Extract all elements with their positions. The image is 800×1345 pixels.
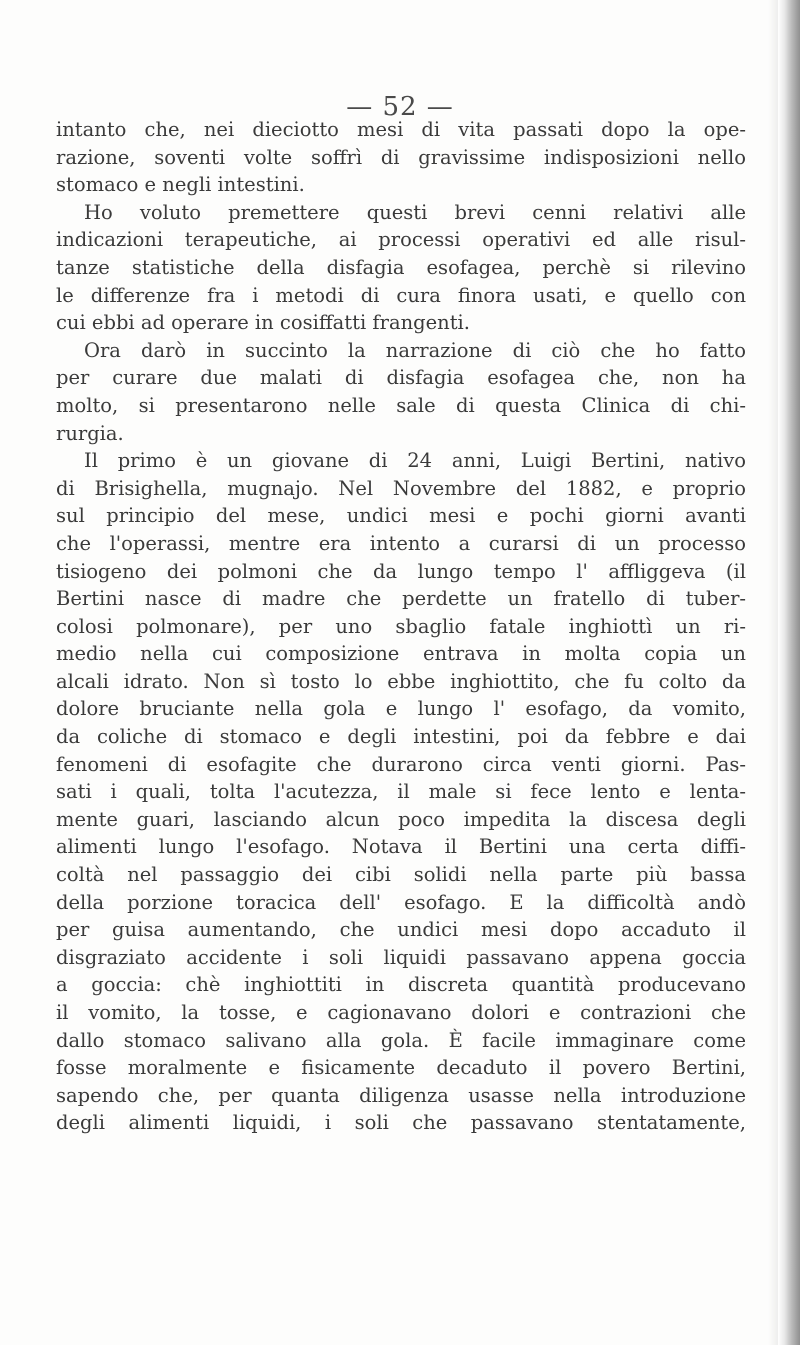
text-line: stomaco e negli intestini. <box>56 173 305 197</box>
text-line: Il primo è un giovane di 24 anni, Luigi Bertini, nativo <box>84 449 746 473</box>
page-binding-edge <box>778 0 800 1345</box>
text-line: a goccia: chè inghiottiti in discreta quantità producevano <box>56 973 746 997</box>
text-line: disgraziato accidente i soli liquidi passavano appena goccia <box>56 945 746 969</box>
text-line: Bertini nasce di madre che perdette un fratello di tuber- <box>56 587 746 611</box>
text-line: sul principio del mese, undici mesi e pochi giorni avanti <box>56 504 746 528</box>
text-line: dolore bruciante nella gola e lungo l' esofago, da vomito, <box>56 697 746 721</box>
text-line: cui ebbi ad operare in cosiffatti frangenti. <box>56 311 470 335</box>
text-line: Ho voluto premettere questi brevi cenni relativi alle <box>84 200 746 224</box>
text-line: molto, si presentarono nelle sale di questa Clinica di chi- <box>56 393 746 417</box>
text-line: le differenze fra i metodi di cura finora usati, e quello con <box>56 283 746 307</box>
text-line: fosse moralmente e fisicamente decaduto il povero Bertini, <box>56 1056 746 1080</box>
text-line: degli alimenti liquidi, i soli che passavano stentatamente, <box>56 1111 746 1135</box>
text-line: fenomeni di esofagite che durarono circa venti giorni. Pas- <box>56 752 746 776</box>
text-line: razione, soventi volte soffrì di gravissime indisposizioni nello <box>56 145 746 169</box>
page-number: — 52 — <box>346 92 454 122</box>
text-line: intanto che, nei dieciotto mesi di vita passati dopo la ope- <box>56 118 746 141</box>
text-line: per guisa aumentando, che undici mesi dopo accaduto il <box>56 918 746 942</box>
text-line: coltà nel passaggio dei cibi solidi nella parte più bassa <box>56 863 746 887</box>
body-text <box>56 116 746 1137</box>
text-line: rurgia. <box>56 421 124 445</box>
text-line: che l'operassi, mentre era intento a curarsi di un processo <box>56 531 746 555</box>
text-line: medio nella cui composizione entrava in molta copia un <box>56 642 746 666</box>
text-line: alcali idrato. Non sì tosto lo ebbe inghiottito, che fu colto da <box>56 669 746 693</box>
text-line: tisiogeno dei polmoni che da lungo tempo l' affliggeva (il <box>56 559 746 583</box>
text-line: mente guari, lasciando alcun poco impedita la discesa degli <box>56 807 746 831</box>
text-line: per curare due malati di disfagia esofagea che, non ha <box>56 366 746 390</box>
text-line: da coliche di stomaco e degli intestini, poi da febbre e dai <box>56 725 746 749</box>
text-line: il vomito, la tosse, e cagionavano dolori e contrazioni che <box>56 1001 746 1024</box>
text-line: tanze statistiche della disfagia esofagea, perchè si rilevino <box>56 255 746 279</box>
text-line: alimenti lungo l'esofago. Notava il Bertini una certa diffi- <box>56 835 746 859</box>
text-line: sati i quali, tolta l'acutezza, il male si fece lento e lenta- <box>56 780 746 804</box>
text-line: indicazioni terapeutiche, ai processi operativi ed alle risul- <box>56 228 746 252</box>
text-line: della porzione toracica dell' esofago. E la difficoltà andò <box>56 890 746 914</box>
text-line: sapendo che, per quanta diligenza usasse nella introduzione <box>56 1083 746 1107</box>
binding-shadow <box>768 0 778 1345</box>
text-line: dallo stomaco salivano alla gola. È facile immaginare come <box>56 1028 746 1052</box>
text-line: di Brisighella, mugnajo. Nel Novembre del 1882, e proprio <box>56 476 746 500</box>
text-line: Ora darò in succinto la narrazione di ciò che ho fatto <box>84 338 746 362</box>
text-line: colosi polmonare), per uno sbaglio fatale inghiottì un ri- <box>56 614 746 638</box>
